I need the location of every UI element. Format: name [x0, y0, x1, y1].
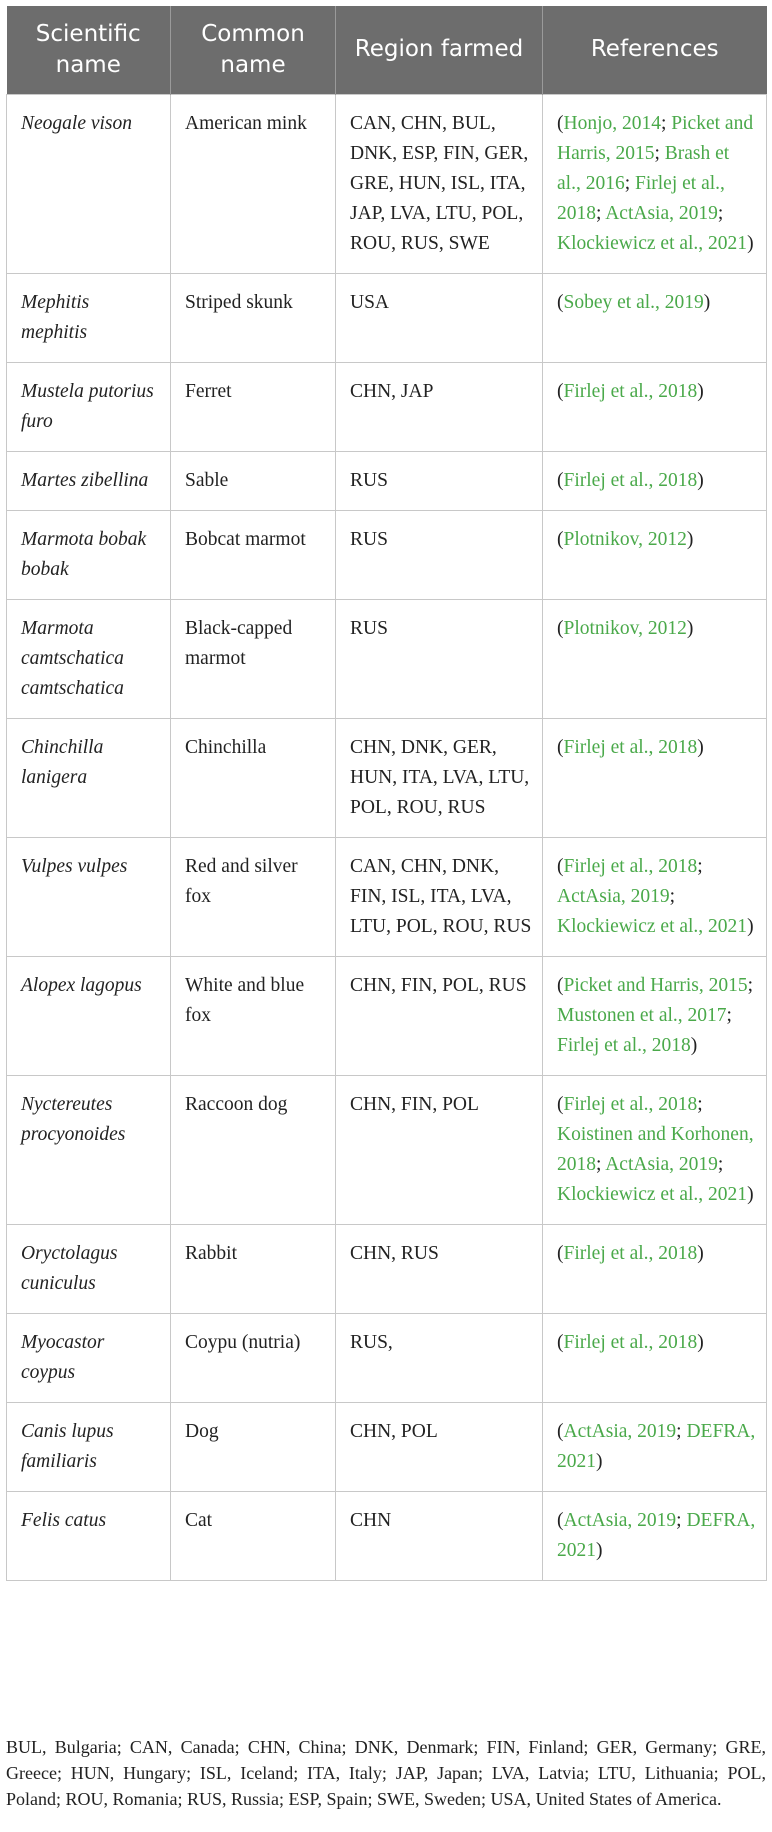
- reference-link[interactable]: Firlej et al., 2018: [563, 855, 698, 877]
- scientific-name-cell: Canis lupus familiaris: [7, 1402, 171, 1491]
- reference-link[interactable]: Firlej et al., 2018: [563, 469, 698, 491]
- scientific-name-cell: Marmota bobak bobak: [7, 510, 171, 599]
- common-name-cell: Black-capped marmot: [171, 599, 336, 718]
- reference-link[interactable]: Honjo, 2014: [563, 112, 661, 134]
- region-farmed-cell: CHN, FIN, POL, RUS: [336, 956, 543, 1075]
- scientific-name-cell: Marmota camtschatica camtschatica: [7, 599, 171, 718]
- reference-link[interactable]: Firlej et al., 2018: [563, 736, 698, 758]
- table-row: [7, 599, 767, 718]
- reference-link[interactable]: ActAsia, 2019: [605, 1153, 718, 1175]
- region-farmed-cell: RUS,: [336, 1313, 543, 1402]
- reference-link[interactable]: ActAsia, 2019: [563, 1509, 677, 1531]
- reference-link[interactable]: ActAsia, 2019: [563, 1420, 677, 1442]
- scientific-name-cell: Mustela putorius furo: [7, 362, 171, 451]
- header-references: References: [543, 6, 767, 94]
- common-name-cell: Coypu (nutria): [171, 1313, 336, 1402]
- region-farmed-cell: RUS: [336, 510, 543, 599]
- reference-link[interactable]: Sobey et al., 2019: [563, 291, 704, 313]
- header-common-name: Common name: [171, 6, 336, 94]
- scientific-name-cell: Neogale vison: [7, 94, 171, 273]
- table-row: [7, 1075, 767, 1224]
- header-region-farmed: Region farmed: [336, 6, 543, 94]
- reference-link[interactable]: DEFRA, 2021: [557, 1420, 756, 1472]
- reference-link[interactable]: Klockiewicz et al., 2021: [557, 915, 748, 937]
- table-row: [7, 1224, 767, 1313]
- region-farmed-cell: CAN, CHN, BUL, DNK, ESP, FIN, GER, GRE, HUN, ISL, ITA, JAP, LVA, LTU, POL, ROU, RUS, SWE: [336, 94, 543, 273]
- common-name-cell: Raccoon dog: [171, 1075, 336, 1224]
- table-footnote: BUL, Bulgaria; CAN, Canada; CHN, China; DNK, Denmark; FIN, Finland; GER, Germany; GRE, Greece; HUN, Hungary; ISL, Iceland; ITA, Italy; JAP, Japan; LVA, Latvia; LTU, Lithuania; POL, Poland; ROU, Romania; RUS, Russia; ESP, Spain; SWE, Sweden; USA, United States of America.: [6, 1737, 766, 1809]
- references-cell: (Firlej et al., 2018; Koistinen and Korhonen, 2018; ActAsia, 2019; Klockiewicz et al., 2021): [543, 1075, 767, 1224]
- references-cell: (Firlej et al., 2018): [543, 718, 767, 837]
- reference-link[interactable]: Plotnikov, 2012: [563, 528, 687, 550]
- references-cell: (Sobey et al., 2019): [543, 273, 767, 362]
- common-name-cell: Red and silver fox: [171, 837, 336, 956]
- table-header: [7, 6, 767, 94]
- region-farmed-cell: CHN, FIN, POL: [336, 1075, 543, 1224]
- reference-link[interactable]: Firlej et al., 2018: [557, 1034, 691, 1056]
- common-name-cell: Dog: [171, 1402, 336, 1491]
- table-row: [7, 956, 767, 1075]
- references-cell: (Honjo, 2014; Picket and Harris, 2015; Brash et al., 2016; Firlej et al., 2018; ActAsia, 2019; Klockiewicz et al., 2021): [543, 94, 767, 273]
- references-cell: (ActAsia, 2019; DEFRA, 2021): [543, 1491, 767, 1580]
- table-row: [7, 1313, 767, 1402]
- region-farmed-cell: RUS: [336, 451, 543, 510]
- references-cell: (ActAsia, 2019; DEFRA, 2021): [543, 1402, 767, 1491]
- references-cell: (Plotnikov, 2012): [543, 599, 767, 718]
- table-row: [7, 451, 767, 510]
- reference-link[interactable]: Mustonen et al., 2017: [557, 1004, 727, 1026]
- references-cell: (Picket and Harris, 2015; Mustonen et al., 2017; Firlej et al., 2018): [543, 956, 767, 1075]
- common-name-cell: Sable: [171, 451, 336, 510]
- references-cell: (Firlej et al., 2018): [543, 1224, 767, 1313]
- table-row: [7, 362, 767, 451]
- reference-link[interactable]: ActAsia, 2019: [557, 885, 670, 907]
- references-cell: (Firlej et al., 2018): [543, 451, 767, 510]
- common-name-cell: Ferret: [171, 362, 336, 451]
- region-farmed-cell: USA: [336, 273, 543, 362]
- scientific-name-cell: Mephitis mephitis: [7, 273, 171, 362]
- table-row: [7, 273, 767, 362]
- region-farmed-cell: CHN, RUS: [336, 1224, 543, 1313]
- reference-link[interactable]: Plotnikov, 2012: [563, 617, 687, 639]
- table-row: [7, 94, 767, 273]
- table-body: [7, 94, 767, 1580]
- reference-link[interactable]: Firlej et al., 2018: [557, 172, 725, 224]
- table-row: [7, 718, 767, 837]
- table-row: [7, 510, 767, 599]
- scientific-name-cell: Alopex lagopus: [7, 956, 171, 1075]
- common-name-cell: Striped skunk: [171, 273, 336, 362]
- region-farmed-cell: CHN: [336, 1491, 543, 1580]
- scientific-name-cell: Myocastor coypus: [7, 1313, 171, 1402]
- scientific-name-cell: Nyctereutes procyonoides: [7, 1075, 171, 1224]
- common-name-cell: American mink: [171, 94, 336, 273]
- reference-link[interactable]: Firlej et al., 2018: [563, 380, 698, 402]
- scientific-name-cell: Felis catus: [7, 1491, 171, 1580]
- scientific-name-cell: Martes zibellina: [7, 451, 171, 510]
- region-farmed-cell: CHN, JAP: [336, 362, 543, 451]
- scientific-name-cell: Vulpes vulpes: [7, 837, 171, 956]
- reference-link[interactable]: Brash et al., 2016: [557, 142, 730, 194]
- scientific-name-cell: Chinchilla lanigera: [7, 718, 171, 837]
- farmed-species-table: [6, 6, 767, 1581]
- reference-link[interactable]: Koistinen and Korhonen, 2018: [557, 1123, 754, 1175]
- reference-link[interactable]: Firlej et al., 2018: [563, 1242, 698, 1264]
- reference-link[interactable]: DEFRA, 2021: [557, 1509, 756, 1561]
- reference-link[interactable]: ActAsia, 2019: [605, 202, 718, 224]
- region-farmed-cell: CHN, DNK, GER, HUN, ITA, LVA, LTU, POL, ROU, RUS: [336, 718, 543, 837]
- reference-link[interactable]: Picket and Harris, 2015: [563, 974, 748, 996]
- reference-link[interactable]: Firlej et al., 2018: [563, 1093, 698, 1115]
- reference-link[interactable]: Picket and Harris, 2015: [557, 112, 754, 164]
- reference-link[interactable]: Klockiewicz et al., 2021: [557, 1183, 748, 1205]
- table-row: [7, 1491, 767, 1580]
- scientific-name-cell: Oryctolagus cuniculus: [7, 1224, 171, 1313]
- references-cell: (Firlej et al., 2018): [543, 1313, 767, 1402]
- region-farmed-cell: CAN, CHN, DNK, FIN, ISL, ITA, LVA, LTU, POL, ROU, RUS: [336, 837, 543, 956]
- region-farmed-cell: RUS: [336, 599, 543, 718]
- reference-link[interactable]: Klockiewicz et al., 2021: [557, 232, 748, 254]
- common-name-cell: Bobcat marmot: [171, 510, 336, 599]
- common-name-cell: Chinchilla: [171, 718, 336, 837]
- references-cell: (Plotnikov, 2012): [543, 510, 767, 599]
- common-name-cell: Rabbit: [171, 1224, 336, 1313]
- references-cell: (Firlej et al., 2018; ActAsia, 2019; Klockiewicz et al., 2021): [543, 837, 767, 956]
- table-row: [7, 837, 767, 956]
- references-cell: (Firlej et al., 2018): [543, 362, 767, 451]
- region-farmed-cell: CHN, POL: [336, 1402, 543, 1491]
- common-name-cell: White and blue fox: [171, 956, 336, 1075]
- common-name-cell: Cat: [171, 1491, 336, 1580]
- table-row: [7, 1402, 767, 1491]
- header-scientific-name: Scientific name: [7, 6, 171, 94]
- reference-link[interactable]: Firlej et al., 2018: [563, 1331, 698, 1353]
